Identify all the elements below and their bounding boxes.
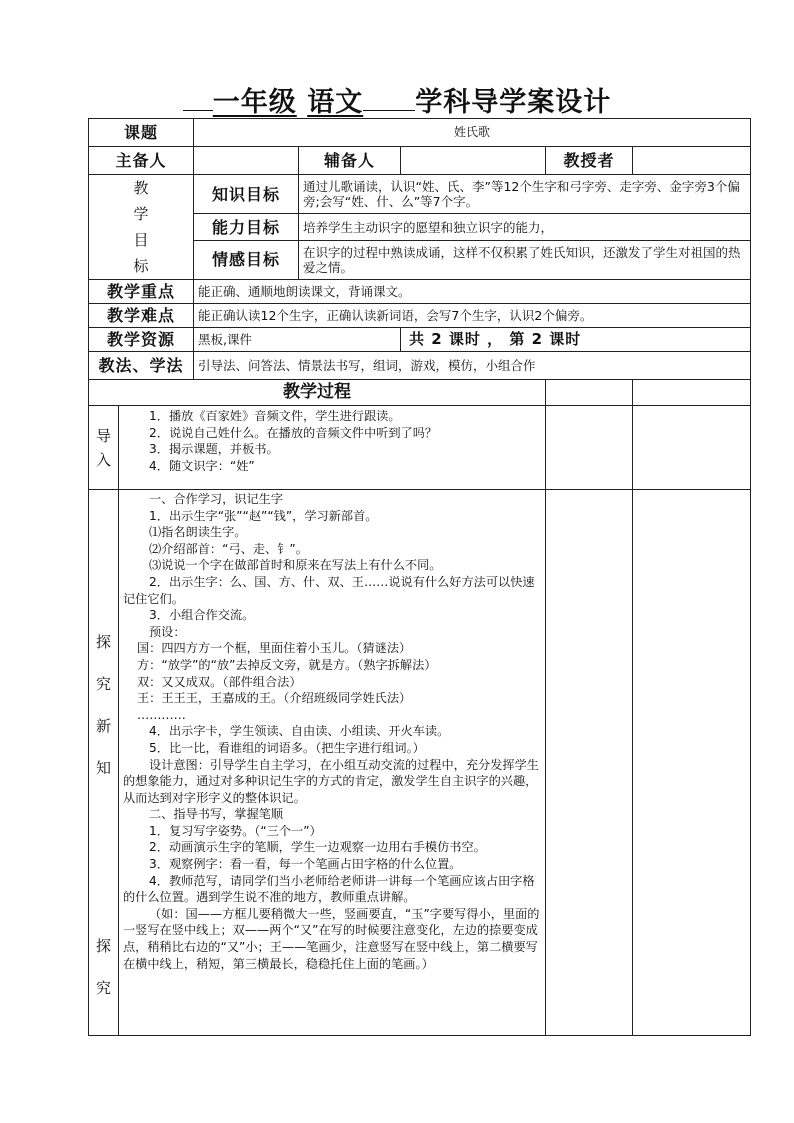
explore-row — [89, 490, 751, 1036]
explore-empty-2 — [633, 490, 751, 1036]
explore-line-6: 2．出示生字：么、国、方、什、双、王……说说有什么好方法可以快速记住它们。 — [123, 574, 535, 606]
intro-char-2: 入 — [95, 450, 111, 469]
intro-empty-1 — [546, 406, 633, 490]
preparers-row — [89, 147, 751, 175]
title-blank-left — [183, 106, 213, 111]
explore-line-1: 一、合作学习，识记生字 — [149, 492, 284, 506]
difficulty-label: 教学难点 — [89, 304, 194, 328]
process-heading-row — [89, 380, 751, 406]
ability-goal-label: 能力目标 — [194, 214, 299, 240]
ability-goal-text: 培养学生主动识字的愿望和独立识字的能力， — [299, 214, 751, 240]
explore-line-14: 4．出示字卡，学生领读、自由读、小组读、开火车读。 — [149, 724, 450, 739]
intro-step-4: 4．随文识字：“姓” — [149, 458, 255, 473]
goals-char-3: 目 — [133, 231, 149, 249]
topic-value: 姓氏歌 — [194, 119, 751, 147]
goals-char-2: 学 — [133, 205, 149, 223]
goals-char-4: 标 — [133, 257, 149, 275]
main-preparer-value — [194, 147, 299, 175]
key-point-label: 教学重点 — [89, 280, 194, 304]
goals-char-1: 教 — [133, 179, 149, 197]
resources-text: 黑板,课件 — [194, 328, 401, 352]
explore-line-18: 1．复习写字姿势。（“三个一”） — [149, 823, 322, 838]
explore-line-3: ⑴指名朗读生字。 — [149, 525, 247, 540]
goal-knowledge-row — [89, 175, 751, 214]
emotion-goal-text: 在识字的过程中熟读成诵，这样不仅积累了姓氏知识，还激发了学生对祖国的热爱之情。 — [299, 240, 751, 279]
explore-line-10: 方：“放学”的“放”去掉反文旁，就是方。（熟字拆解法） — [137, 657, 437, 672]
explore-line-17: 二、指导书写，掌握笔顺 — [149, 807, 284, 822]
explore-char-5: 探 — [95, 937, 111, 955]
process-heading-empty-2 — [633, 380, 751, 406]
assist-preparer-value — [401, 147, 546, 175]
explore-char-3: 新 — [95, 717, 111, 735]
title-grade: 一年级 — [212, 87, 297, 118]
title-subject: 语文 — [307, 87, 364, 118]
methods-text: 引导法、问答法、情景法书写，组词，游戏，模仿，小组合作 — [194, 352, 751, 380]
knowledge-goal-label: 知识目标 — [194, 175, 299, 214]
resources-row — [89, 328, 751, 352]
difficulty-text: 能正确认读12个生字，正确认读新词语，会写7个生字，认识2个偏旁。 — [194, 304, 751, 328]
explore-char-4: 知 — [95, 759, 111, 777]
assist-preparer-label: 辅备人 — [299, 147, 401, 175]
methods-row — [89, 352, 751, 380]
title-blank-right — [363, 106, 415, 111]
intro-step-2: 2．说说自己姓什么。在播放的音频文件中听到了吗？ — [149, 425, 438, 440]
resources-label: 教学资源 — [89, 328, 194, 352]
explore-line-19: 2．动画演示生字的笔顺，学生一边观察一边用右手模仿书空。 — [149, 840, 486, 855]
key-point-row — [89, 280, 751, 304]
explore-line-20: 3．观察例字：看一看，每一个笔画占田字格的什么位置。 — [149, 857, 462, 872]
process-heading-empty-1 — [546, 380, 633, 406]
intro-label — [89, 406, 119, 490]
explore-line-2: 1．出示生字“张”“赵”“钱”，学习新部首。 — [149, 508, 378, 523]
topic-label: 课题 — [89, 119, 194, 147]
topic-row — [89, 119, 751, 147]
explore-empty-1 — [546, 490, 633, 1036]
intro-row — [89, 406, 751, 490]
explore-steps — [119, 490, 546, 1036]
main-preparer-label: 主备人 — [89, 147, 194, 175]
explore-line-16: 设计意图：引导学生自主学习，在小组互动交流的过程中，充分发挥学生的想象能力，通过对多种识记生字的方式的肯定，激发学生自主识字的兴趣，从而达到对字形字义的整体识记。 — [123, 757, 539, 805]
explore-line-21: 4．教师范写，请同学们当小老师给老师讲一讲每一个笔画应该占田字格的什么位置。遇到学生说不准的地方，教师重点讲解。 — [123, 873, 535, 905]
knowledge-goal-text: 通过儿歌诵读，认识“姓、氏、李”等12个生字和弓字旁、走字旁、金字旁3个偏旁;会写“姓、什、么”等7个字。 — [299, 175, 751, 214]
explore-char-6: 究 — [95, 979, 111, 997]
explore-line-9: 国：四四方方一个框，里面住着小玉儿。（猜谜法） — [137, 641, 412, 656]
methods-label: 教法、学法 — [89, 352, 194, 380]
intro-char-1: 导 — [95, 426, 111, 445]
page-title — [0, 80, 794, 119]
explore-line-8: 预设： — [149, 624, 186, 639]
intro-step-1: 1．播放《百家姓》音频文件，学生进行跟读。 — [149, 409, 401, 423]
explore-line-5: ⑶说说一个字在做部首时和原来在写法上有什么不同。 — [149, 558, 442, 573]
teacher-label: 教授者 — [546, 147, 633, 175]
process-heading: 教学过程 — [89, 380, 546, 406]
explore-line-7: 3．小组合作交流。 — [149, 608, 255, 623]
explore-line-11: 双：又又成双。（部件组合法） — [137, 674, 302, 689]
class-hours: 共 2 课时 ， 第 2 课时 — [401, 328, 751, 352]
explore-line-12: 王：王王王，王嘉成的王。（介绍班级同学姓氏法） — [137, 691, 412, 706]
key-point-text: 能正确、通顺地朗读课文，背诵课文。 — [194, 280, 751, 304]
explore-line-22: （如：国——方框儿要稍微大一些，竖画要直，“玉”字要写得小，里面的一竖写在竖中线上；双——两个“又”在写的时候要注意变化，左边的捺要变成点，稍稍比右边的“又”小；王——笔画少，注意竖写在竖中线上，第二横要写在横中线上，稍短，第三横最长，稳稳托住上面的笔画。） — [123, 906, 540, 971]
explore-char-1: 探 — [95, 633, 111, 651]
explore-label — [89, 490, 119, 1036]
explore-line-15: 5．比一比，看谁组的词语多。（把生字进行组词。） — [149, 740, 425, 755]
difficulty-row — [89, 304, 751, 328]
explore-line-4: ⑵介绍部首：“弓、走、钅”。 — [149, 541, 308, 556]
explore-line-13: ………… — [137, 707, 186, 722]
goals-label — [89, 175, 194, 280]
emotion-goal-label: 情感目标 — [194, 240, 299, 279]
intro-step-3: 3．揭示课题，并板书。 — [149, 442, 279, 457]
lesson-plan-table — [88, 118, 751, 1036]
intro-empty-2 — [633, 406, 751, 490]
teacher-value — [633, 147, 751, 175]
explore-char-2: 究 — [95, 675, 111, 693]
intro-steps — [119, 406, 546, 490]
title-suffix: 学科导学案设计 — [415, 87, 612, 118]
